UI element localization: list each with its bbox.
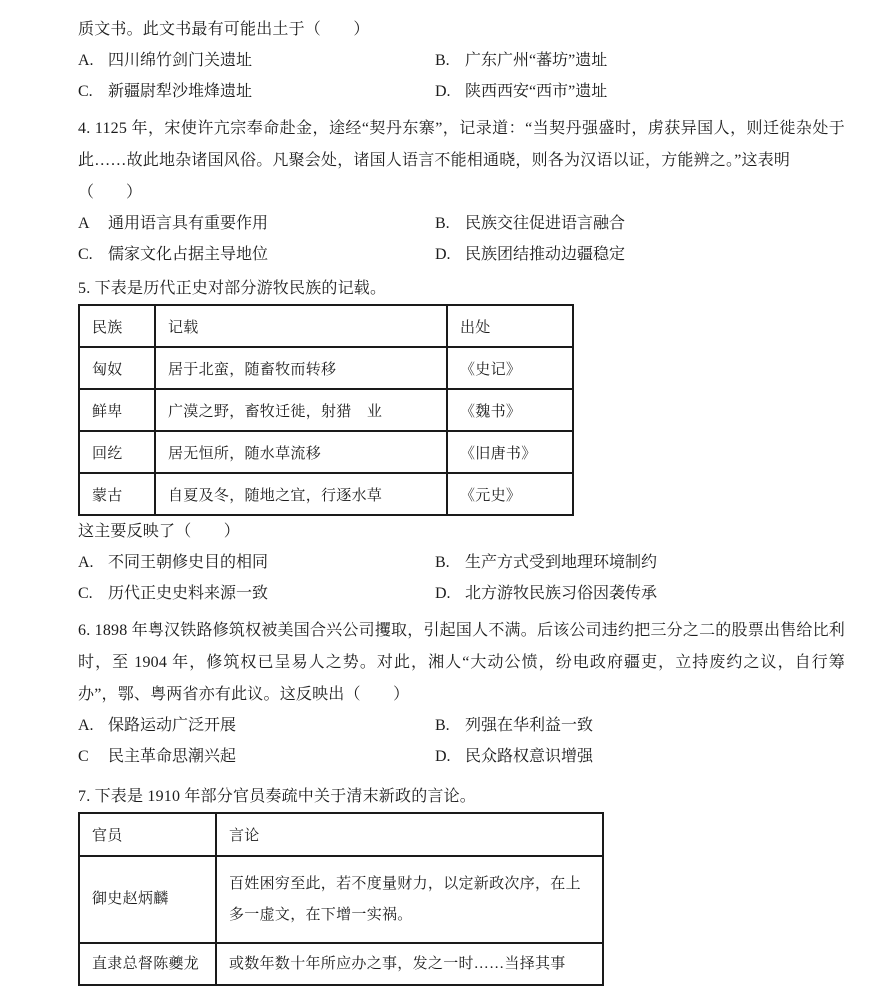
option-text: 儒家文化占据主导地位 — [108, 246, 269, 263]
option-3c — [78, 81, 435, 103]
question-4-answer-bracket: （ ） — [78, 184, 143, 201]
option-row — [78, 244, 845, 266]
option-label: C. — [78, 83, 93, 100]
option-6c — [78, 746, 435, 768]
option-label: B. — [435, 554, 450, 571]
option-label: D. — [435, 585, 451, 602]
option-text: 广东广州“蕃坊”遗址 — [465, 52, 608, 69]
option-text: 列强在华利益一致 — [465, 717, 594, 734]
option-label: C. — [78, 246, 93, 263]
question-7-intro: 7. 下表是 1910 年部分官员奏疏中关于清末新政的言论。 — [78, 788, 477, 805]
option-row — [78, 213, 845, 235]
header-cell-remark: 言论 — [216, 813, 603, 856]
option-label: A. — [78, 554, 94, 571]
option-label: D. — [435, 748, 451, 765]
cell-remark: 百姓困穷至此，若不度量财力，以定新政次序，在上多一虚文，在下增一实祸。 — [216, 856, 603, 943]
option-6d — [435, 746, 845, 768]
nomad-records-table — [78, 304, 574, 516]
table-header-row — [79, 813, 603, 856]
cell-ethnic: 回纥 — [79, 431, 155, 473]
cell-record: 居于北蛮，随畜牧而转移 — [155, 347, 447, 389]
cell-record: 居无恒所，随水草流移 — [155, 431, 447, 473]
option-3a — [78, 50, 435, 72]
question-6-stem: 6. 1898 年粤汉铁路修筑权被美国合兴公司攫取，引起国人不满。后该公司违约把三分之二的股票出售给比利时，至 1904 年，修筑权已呈易人之势。对此，湘人“大动公愤，纷电政府疆吏，立持废约之议，自行筹办”，鄂、粤两省亦有此议。这反映出（ ） — [78, 622, 845, 703]
option-text: 保路运动广泛开展 — [108, 717, 237, 734]
option-label: C. — [78, 585, 93, 602]
question-3-stem-tail: 质文书。此文书最有可能出土于（ ） — [78, 21, 370, 38]
option-row — [78, 552, 845, 574]
officials-remarks-table — [78, 812, 604, 986]
option-4b — [435, 213, 845, 235]
question-5-intro: 5. 下表是历代正史对部分游牧民族的记载。 — [78, 280, 387, 297]
option-6b — [435, 715, 845, 737]
table-row — [79, 473, 573, 515]
question-6-options — [78, 715, 845, 768]
question-3-options — [78, 50, 845, 103]
option-text: 新疆尉犁沙堆烽遗址 — [108, 83, 253, 100]
option-text: 民族交往促进语言融合 — [465, 215, 626, 232]
cell-official: 直隶总督陈夔龙 — [79, 943, 216, 985]
option-label: B. — [435, 215, 450, 232]
option-5c — [78, 583, 435, 605]
cell-ethnic: 匈奴 — [79, 347, 155, 389]
header-cell-ethnic: 民族 — [79, 305, 155, 347]
table-header-row — [79, 305, 573, 347]
header-cell-official: 官员 — [79, 813, 216, 856]
option-label: D. — [435, 83, 451, 100]
cell-source: 《旧唐书》 — [447, 431, 573, 473]
option-text: 北方游牧民族习俗因袭传承 — [465, 585, 658, 602]
table-row — [79, 389, 573, 431]
option-row — [78, 81, 845, 103]
question-4-stem: 4. 1125 年，宋使许亢宗奉命赴金，途经“契丹东寨”，记录道：“当契丹强盛时，虏获异国人，则迁徙杂处于此……故此地杂诸国风俗。凡聚会处，诸国人语言不能相通晓，则各为汉语以证，方能辨之。”这表明 — [78, 120, 845, 169]
option-text: 生产方式受到地理环境制约 — [465, 554, 658, 571]
table-row — [79, 431, 573, 473]
table-row — [79, 347, 573, 389]
option-5d — [435, 583, 845, 605]
option-text: 四川绵竹剑门关遗址 — [108, 52, 253, 69]
option-text: 不同王朝修史目的相同 — [108, 554, 269, 571]
option-text: 民族团结推动边疆稳定 — [465, 246, 626, 263]
header-cell-record: 记载 — [155, 305, 447, 347]
option-4c — [78, 244, 435, 266]
option-text: 民众路权意识增强 — [465, 748, 594, 765]
option-row — [78, 50, 845, 72]
table-row — [79, 943, 603, 985]
option-text: 陕西西安“西市”遗址 — [465, 83, 608, 100]
cell-record: 广漠之野，畜牧迁徙，射猎 业 — [155, 389, 447, 431]
cell-source: 《史记》 — [447, 347, 573, 389]
cell-remark: 或数年数十年所应办之事，发之一时……当择其事 — [216, 943, 603, 985]
question-4-options — [78, 213, 845, 266]
option-label: A. — [78, 717, 94, 734]
option-row — [78, 715, 845, 737]
option-6a — [78, 715, 435, 737]
question-5-options — [78, 552, 845, 605]
option-text: 历代正史史料来源一致 — [108, 585, 269, 602]
cell-source: 《元史》 — [447, 473, 573, 515]
option-label: C — [78, 748, 89, 765]
option-label: D. — [435, 246, 451, 263]
cell-ethnic: 鲜卑 — [79, 389, 155, 431]
option-5b — [435, 552, 845, 574]
header-cell-source: 出处 — [447, 305, 573, 347]
option-3d — [435, 81, 845, 103]
option-label: A. — [78, 52, 94, 69]
option-label: A — [78, 215, 90, 232]
table-row — [79, 856, 603, 943]
cell-official: 御史赵炳麟 — [79, 856, 216, 943]
option-text: 通用语言具有重要作用 — [108, 215, 269, 232]
option-label: B. — [435, 52, 450, 69]
option-label: B. — [435, 717, 450, 734]
question-5-question: 这主要反映了（ ） — [78, 523, 241, 540]
option-text: 民主革命思潮兴起 — [108, 748, 237, 765]
cell-ethnic: 蒙古 — [79, 473, 155, 515]
cell-source: 《魏书》 — [447, 389, 573, 431]
option-row — [78, 746, 845, 768]
cell-record: 自夏及冬，随地之宜，行逐水草 — [155, 473, 447, 515]
option-4d — [435, 244, 845, 266]
option-4a — [78, 213, 435, 235]
option-row — [78, 583, 845, 605]
option-3b — [435, 50, 845, 72]
option-5a — [78, 552, 435, 574]
